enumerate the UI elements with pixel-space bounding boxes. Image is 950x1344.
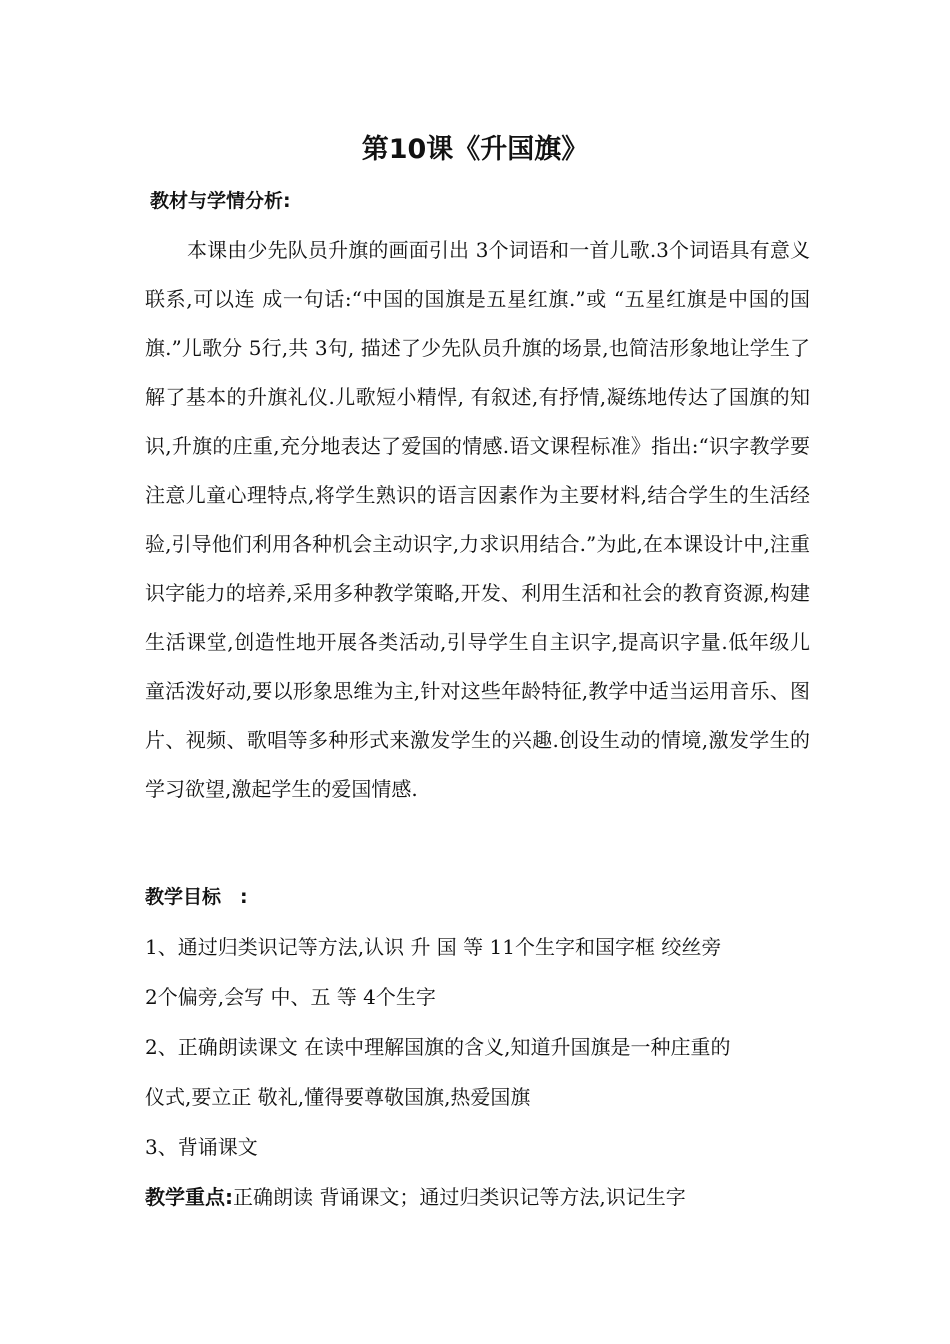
analysis-paragraph: 本课由少先队员升旗的画面引出 3个词语和一首儿歌.3个词语具有意义联系,可以连 成一句话:“中国的国旗是五星红旗.”或 “五星红旗是中国的国旗.”儿歌分 5行,共 3句, 描述了少先队员升旗的场景,也简洁形象地让学生了解了基本的升旗礼仪.儿歌短小精悍, 有叙述,有抒情,凝练地传达了国旗的知识,升旗的庄重,充分地表达了爱国的情感.语文课程标准》指出:“识字教学要注意儿童心理特点,将学生熟识的语言因素作为主要材料,结合学生的生活经验,引导他们利用各种机会主动识字,力求识用结合.”为此,在本课设计中,注重识字能力的培养,采用多种教学策略,开发、利用生活和社会的教育资源,构建生活课堂,创造性地开展各类活动,引导学生自主识字,提高识字量.低年级儿童活泼好动,要以形象思维为主,针对这些年龄特征,教学中适当运用音乐、图片、视频、歌唱等多种形式来激发学生的兴趣.创设生动的情境,激发学生的学习欲望,激起学生的爱国情感. <box>145 238 810 801</box>
goal-2-line-2: 仪式,要立正 敬礼,懂得要尊敬国旗,热爱国旗 <box>145 1085 531 1109</box>
teaching-focus-text: 正确朗读 背诵课文；通过归类识记等方法,识记生字 <box>233 1185 686 1209</box>
goal-2-line-1: 2、正确朗读课文 在读中理解国旗的含义,知道升国旗是一种庄重的 <box>145 1035 731 1059</box>
document-title: 第10课《升国旗》 <box>361 134 589 165</box>
goal-1-line-2: 2个偏旁,会写 中、五 等 4个生字 <box>145 985 436 1009</box>
goal-3-line-1: 3、背诵课文 <box>145 1135 258 1159</box>
teaching-focus-label: 教学重点: <box>145 1185 233 1209</box>
goals-heading: 教学目标 : <box>145 886 248 908</box>
analysis-heading: 教材与学情分析: <box>150 190 291 212</box>
goal-1-line-1: 1、通过归类识记等方法,认识 升 国 等 11个生字和国字框 绞丝旁 <box>145 935 722 959</box>
teaching-focus <box>145 1182 810 1212</box>
